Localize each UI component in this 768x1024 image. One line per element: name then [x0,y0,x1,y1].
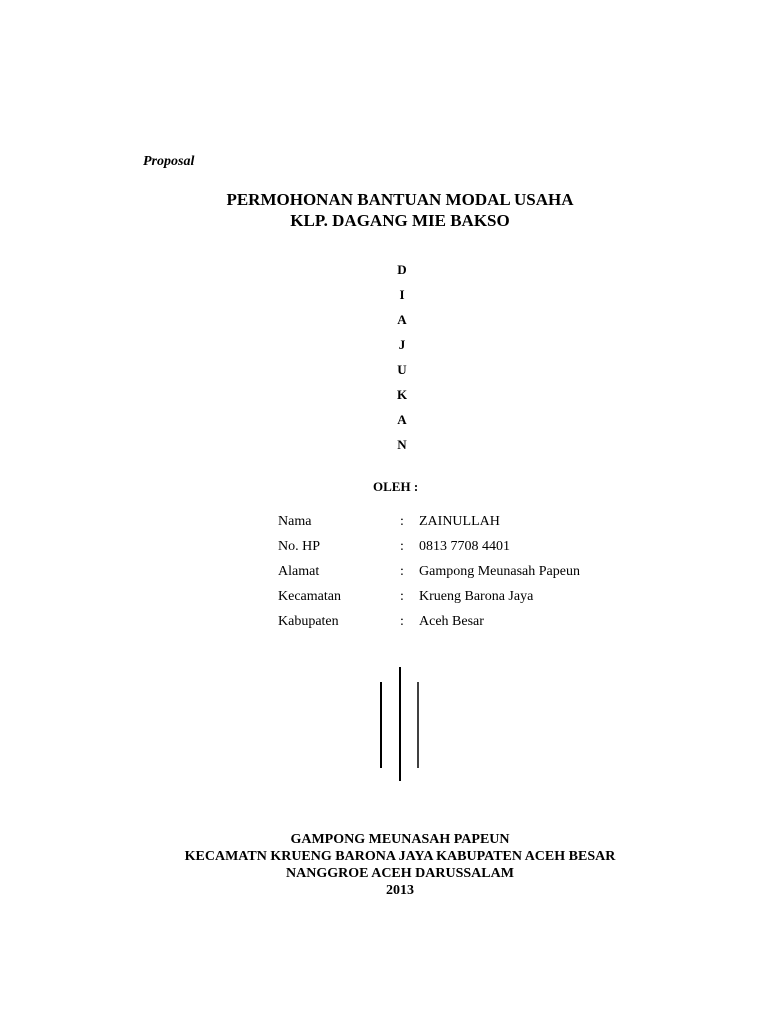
oleh-heading: OLEH : [373,479,419,494]
vertical-letter: A [397,312,407,327]
info-colon: : [400,539,404,554]
vertical-letter: I [399,287,405,302]
info-row-kabupaten [278,613,658,638]
info-value: Aceh Besar [419,614,484,629]
info-key: Alamat [278,564,320,579]
applicant-info [278,513,658,638]
vertical-letter: U [397,362,407,377]
info-value: ZAINULLAH [419,514,500,529]
info-colon: : [400,514,404,529]
title-line-2: KLP. DAGANG MIE BAKSO [290,211,510,230]
info-row-hp [278,538,658,563]
title-line-1: PERMOHONAN BANTUAN MODAL USAHA [226,190,574,209]
vertical-letter: A [397,412,407,427]
footer-year: 2013 [386,883,414,898]
vertical-letter: D [397,262,407,277]
vertical-letter: K [396,387,408,402]
info-key: No. HP [278,539,321,554]
document-label: Proposal [143,154,195,169]
vertical-letter: J [398,337,406,352]
vertical-word-diajukan [390,262,414,462]
info-value: 0813 7708 4401 [419,539,510,554]
info-key: Kabupaten [278,614,339,629]
info-value: Gampong Meunasah Papeun [419,564,580,579]
footer-line-2: KECAMATN KRUENG BARONA JAYA KABUPATEN ACEH BESAR [184,849,616,864]
vertical-letter: N [397,437,407,452]
info-colon: : [400,564,404,579]
footer-line-3: NANGGROE ACEH DARUSSALAM [286,866,514,881]
info-colon: : [400,614,404,629]
footer-line-1: GAMPONG MEUNASAH PAPEUN [290,832,510,847]
vertical-lines-ornament [370,660,430,790]
info-row-alamat [278,563,658,588]
info-key: Nama [278,514,312,529]
info-row-kecamatan [278,588,658,613]
info-colon: : [400,589,404,604]
info-value: Krueng Barona Jaya [419,589,534,604]
info-row-nama [278,513,658,538]
info-key: Kecamatan [278,589,341,604]
